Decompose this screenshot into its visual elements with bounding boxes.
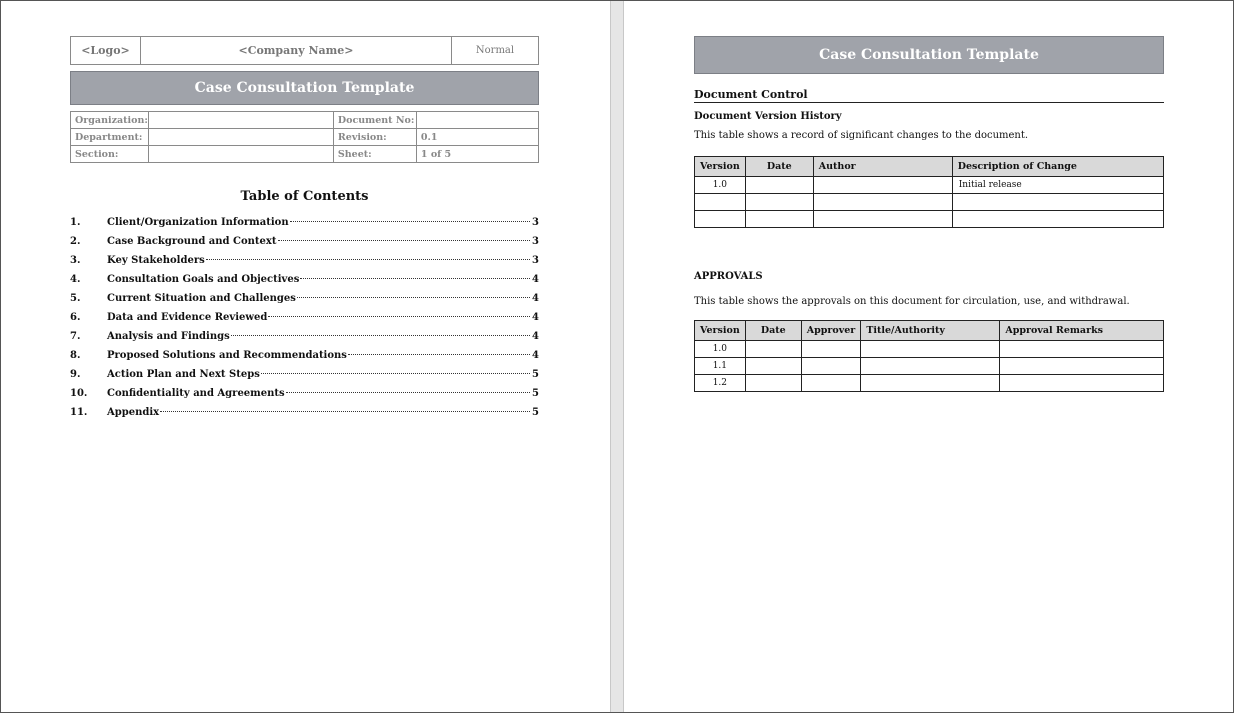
- document-meta-table: [70, 111, 539, 163]
- column-header: Title/Authority: [861, 321, 1000, 341]
- toc-leader-dots: [261, 373, 530, 374]
- page-header-table: [70, 36, 539, 65]
- table-cell[interactable]: [1000, 341, 1164, 358]
- approvals-intro: This table shows the approvals on this document for circulation, use, and withdrawal.: [694, 296, 1130, 307]
- document-title-bar: Case Consultation Template: [70, 71, 539, 105]
- table-cell[interactable]: [695, 194, 746, 211]
- toc-item-page: 4: [532, 293, 539, 304]
- sheet-label: Sheet:: [333, 146, 416, 163]
- table-cell[interactable]: [745, 375, 801, 392]
- version-history-table: [694, 156, 1164, 228]
- table-cell[interactable]: [745, 177, 813, 194]
- table-row: [695, 194, 1164, 211]
- toc-item-title: Client/Organization Information: [107, 217, 289, 228]
- toc-item-page: 5: [532, 388, 539, 399]
- page-1[interactable]: [1, 1, 610, 712]
- toc-item-number: 5.: [70, 293, 81, 304]
- toc-item[interactable]: [70, 217, 539, 236]
- toc-leader-dots: [231, 335, 530, 336]
- table-cell[interactable]: 1.1: [695, 358, 746, 375]
- toc-item[interactable]: [70, 255, 539, 274]
- table-cell[interactable]: [861, 375, 1000, 392]
- revision-label: Revision:: [333, 129, 416, 146]
- table-cell[interactable]: [813, 211, 952, 228]
- toc-item-page: 4: [532, 350, 539, 361]
- document-no-value[interactable]: [416, 112, 538, 129]
- page-2[interactable]: [625, 1, 1233, 712]
- toc-item-number: 4.: [70, 274, 81, 285]
- toc-item-page: 4: [532, 312, 539, 323]
- table-cell[interactable]: [952, 211, 1163, 228]
- toc-item-number: 2.: [70, 236, 81, 247]
- toc-item-page: 3: [532, 255, 539, 266]
- column-header: Date: [745, 157, 813, 177]
- table-cell[interactable]: [952, 194, 1163, 211]
- toc-item-number: 3.: [70, 255, 81, 266]
- document-no-label: Document No:: [333, 112, 416, 129]
- column-header: Approver: [801, 321, 861, 341]
- table-cell[interactable]: [1000, 358, 1164, 375]
- page-gutter: [610, 1, 624, 712]
- toc-item[interactable]: [70, 312, 539, 331]
- toc-leader-dots: [290, 221, 530, 222]
- toc-item[interactable]: [70, 388, 539, 407]
- table-cell[interactable]: [801, 341, 861, 358]
- table-cell[interactable]: [745, 358, 801, 375]
- approvals-heading: APPROVALS: [694, 271, 763, 282]
- toc-item[interactable]: [70, 407, 539, 426]
- toc-item[interactable]: [70, 369, 539, 388]
- toc-leader-dots: [268, 316, 530, 317]
- table-cell[interactable]: [813, 194, 952, 211]
- version-history-heading: Document Version History: [694, 111, 842, 122]
- toc-leader-dots: [348, 354, 530, 355]
- toc-item-title: Case Background and Context: [107, 236, 277, 247]
- toc-item-title: Proposed Solutions and Recommendations: [107, 350, 347, 361]
- toc-item-number: 11.: [70, 407, 88, 418]
- toc-item-number: 10.: [70, 388, 88, 399]
- table-cell[interactable]: 1.2: [695, 375, 746, 392]
- table-row: [695, 177, 1164, 194]
- toc-item-number: 8.: [70, 350, 81, 361]
- toc-leader-dots: [286, 392, 530, 393]
- organization-value[interactable]: [148, 112, 333, 129]
- table-cell[interactable]: [745, 194, 813, 211]
- table-cell[interactable]: [745, 211, 813, 228]
- department-value[interactable]: [148, 129, 333, 146]
- toc-leader-dots: [206, 259, 530, 260]
- column-header: Author: [813, 157, 952, 177]
- department-label: Department:: [71, 129, 149, 146]
- company-name-placeholder: <Company Name>: [141, 37, 452, 65]
- toc-title: Table of Contents: [240, 189, 369, 204]
- toc-item-page: 5: [532, 407, 539, 418]
- toc-item[interactable]: [70, 331, 539, 350]
- table-row: [695, 375, 1164, 392]
- sheet-value[interactable]: 1 of 5: [416, 146, 538, 163]
- section-value[interactable]: [148, 146, 333, 163]
- table-cell[interactable]: [801, 358, 861, 375]
- table-cell[interactable]: [813, 177, 952, 194]
- table-cell[interactable]: [1000, 375, 1164, 392]
- organization-label: Organization:: [71, 112, 149, 129]
- toc-item[interactable]: [70, 274, 539, 293]
- logo-placeholder: <Logo>: [71, 37, 141, 65]
- document-control-heading: Document Control: [694, 88, 1164, 103]
- section-label: Section:: [71, 146, 149, 163]
- table-row: [695, 358, 1164, 375]
- table-cell[interactable]: [861, 358, 1000, 375]
- toc-item-title: Confidentiality and Agreements: [107, 388, 285, 399]
- toc-item-page: 4: [532, 274, 539, 285]
- table-cell[interactable]: [861, 341, 1000, 358]
- toc-item[interactable]: [70, 350, 539, 369]
- toc-item-title: Appendix: [107, 407, 160, 418]
- table-cell[interactable]: [801, 375, 861, 392]
- toc-item[interactable]: [70, 236, 539, 255]
- table-of-contents: [70, 217, 539, 426]
- toc-item-page: 4: [532, 331, 539, 342]
- table-row: [695, 341, 1164, 358]
- column-header: Version: [695, 157, 746, 177]
- table-cell[interactable]: [745, 341, 801, 358]
- toc-item-title: Consultation Goals and Objectives: [107, 274, 300, 285]
- toc-item-title: Key Stakeholders: [107, 255, 205, 266]
- toc-leader-dots: [160, 411, 530, 412]
- toc-item-title: Analysis and Findings: [107, 331, 230, 342]
- table-row: [695, 211, 1164, 228]
- toc-item-page: 3: [532, 236, 539, 247]
- toc-item-title: Data and Evidence Reviewed: [107, 312, 268, 323]
- column-header: Version: [695, 321, 746, 341]
- toc-item-title: Action Plan and Next Steps: [107, 369, 260, 380]
- table-cell[interactable]: Initial release: [952, 177, 1163, 194]
- table-cell[interactable]: 1.0: [695, 341, 746, 358]
- toc-leader-dots: [278, 240, 531, 241]
- table-cell[interactable]: [695, 211, 746, 228]
- column-header: Date: [745, 321, 801, 341]
- toc-item-number: 1.: [70, 217, 81, 228]
- approvals-table: [694, 320, 1164, 392]
- toc-item-page: 5: [532, 369, 539, 380]
- document-title-bar-2: Case Consultation Template: [694, 36, 1164, 74]
- toc-item[interactable]: [70, 293, 539, 312]
- toc-item-number: 6.: [70, 312, 81, 323]
- column-header: Approval Remarks: [1000, 321, 1164, 341]
- version-history-intro: This table shows a record of significant changes to the document.: [694, 130, 1029, 141]
- toc-item-title: Current Situation and Challenges: [107, 293, 296, 304]
- toc-item-number: 7.: [70, 331, 81, 342]
- toc-leader-dots: [297, 297, 530, 298]
- toc-leader-dots: [300, 278, 530, 279]
- revision-value[interactable]: 0.1: [416, 129, 538, 146]
- toc-item-page: 3: [532, 217, 539, 228]
- style-label: Normal: [452, 37, 539, 65]
- table-cell[interactable]: 1.0: [695, 177, 746, 194]
- toc-item-number: 9.: [70, 369, 81, 380]
- column-header: Description of Change: [952, 157, 1163, 177]
